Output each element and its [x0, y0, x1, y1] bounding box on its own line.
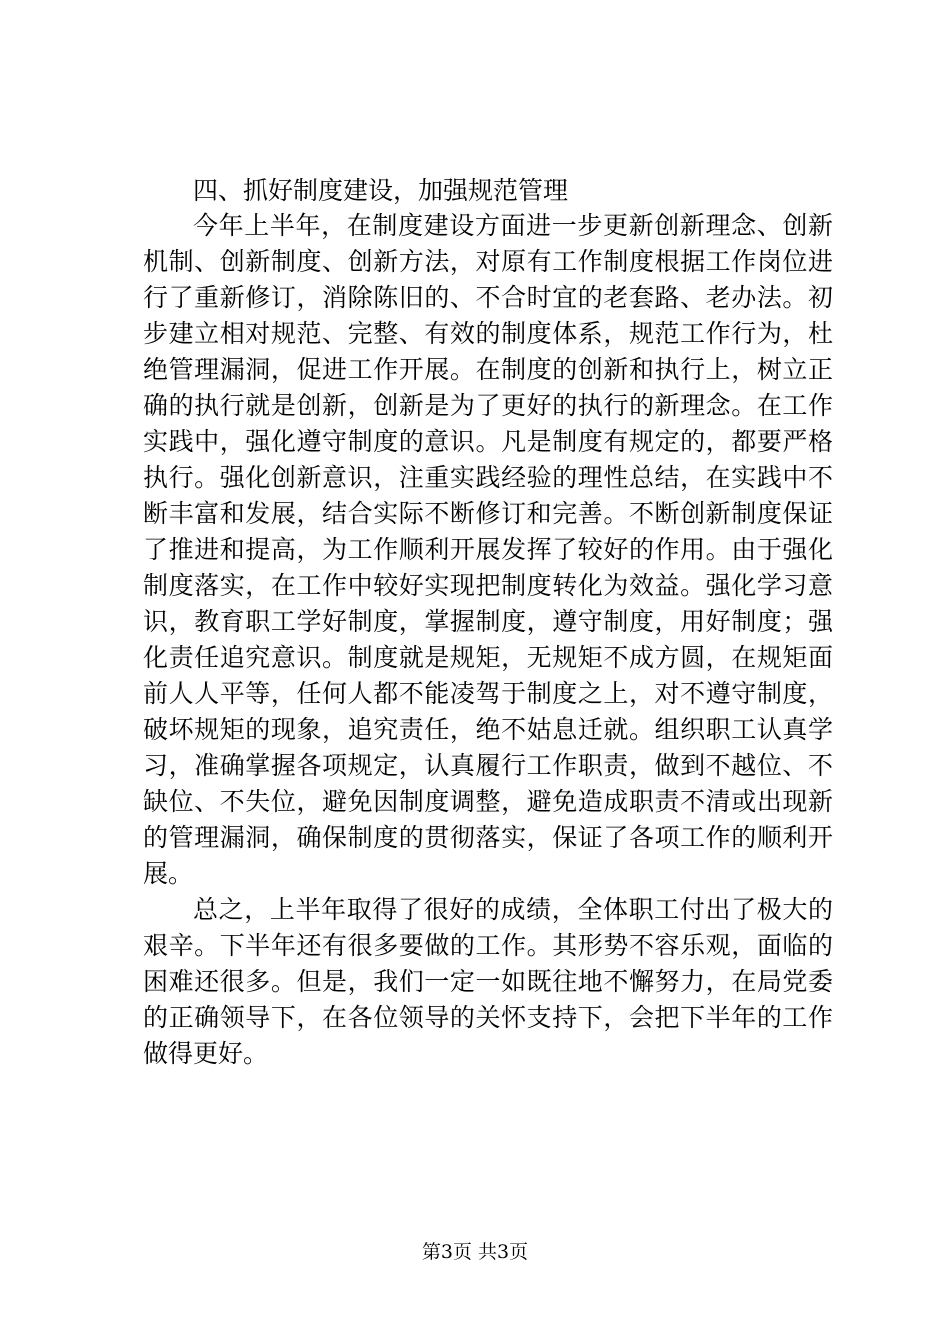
- paragraph-line: 机制、创新制度、创新方法，对原有工作制度根据工作岗位进: [143, 247, 833, 276]
- paragraph-line: 绝管理漏洞，促进工作开展。在制度的创新和执行上，树立正: [143, 355, 833, 384]
- paragraph-line: 缺位、不失位，避免因制度调整，避免造成职责不清或出现新: [143, 787, 833, 816]
- paragraph-line: 今年上半年，在制度建设方面进一步更新创新理念、创新: [193, 211, 833, 240]
- paragraph-line: 习，准确掌握各项规定，认真履行工作职责，做到不越位、不: [143, 751, 833, 780]
- paragraph-line: 断丰富和发展，结合实际不断修订和完善。不断创新制度保证: [143, 499, 833, 528]
- paragraph-line: 困难还很多。但是，我们一定一如既往地不懈努力，在局党委: [143, 967, 833, 996]
- paragraph-line: 识，教育职工学好制度，掌握制度，遵守制度，用好制度；强: [143, 607, 833, 636]
- paragraph-line: 展。: [143, 859, 194, 888]
- paragraph-line: 了推进和提高，为工作顺利开展发挥了较好的作用。由于强化: [143, 535, 833, 564]
- paragraph-line: 前人人平等，任何人都不能凌驾于制度之上，对不遵守制度，: [143, 679, 833, 708]
- paragraph-line: 总之，上半年取得了很好的成绩，全体职工付出了极大的: [193, 895, 833, 924]
- paragraph-line: 做得更好。: [143, 1039, 269, 1068]
- paragraph-line: 确的执行就是创新，创新是为了更好的执行的新理念。在工作: [143, 391, 833, 420]
- paragraph-line: 行了重新修订，消除陈旧的、不合时宜的老套路、老办法。初: [143, 283, 833, 312]
- paragraph-line: 制度落实，在工作中较好实现把制度转化为效益。强化学习意: [143, 571, 833, 600]
- paragraph-line: 执行。强化创新意识，注重实践经验的理性总结，在实践中不: [143, 463, 833, 492]
- paragraph-line: 化责任追究意识。制度就是规矩，无规矩不成方圆，在规矩面: [143, 643, 833, 672]
- paragraph-line: 步建立相对规范、完整、有效的制度体系，规范工作行为，杜: [143, 319, 833, 348]
- paragraph-line: 的管理漏洞，确保制度的贯彻落实，保证了各项工作的顺利开: [143, 823, 833, 852]
- paragraph-line: 破坏规矩的现象，追究责任，绝不姑息迁就。组织职工认真学: [143, 715, 833, 744]
- paragraph-line: 的正确领导下，在各位领导的关怀支持下，会把下半年的工作: [143, 1003, 833, 1032]
- page-footer: 第3页 共3页: [421, 1241, 529, 1263]
- paragraph-line: 实践中，强化遵守制度的意识。凡是制度有规定的，都要严格: [143, 427, 833, 456]
- paragraph-line: 艰辛。下半年还有很多要做的工作。其形势不容乐观，面临的: [143, 931, 833, 960]
- section-heading: 四、抓好制度建设，加强规范管理: [193, 176, 569, 205]
